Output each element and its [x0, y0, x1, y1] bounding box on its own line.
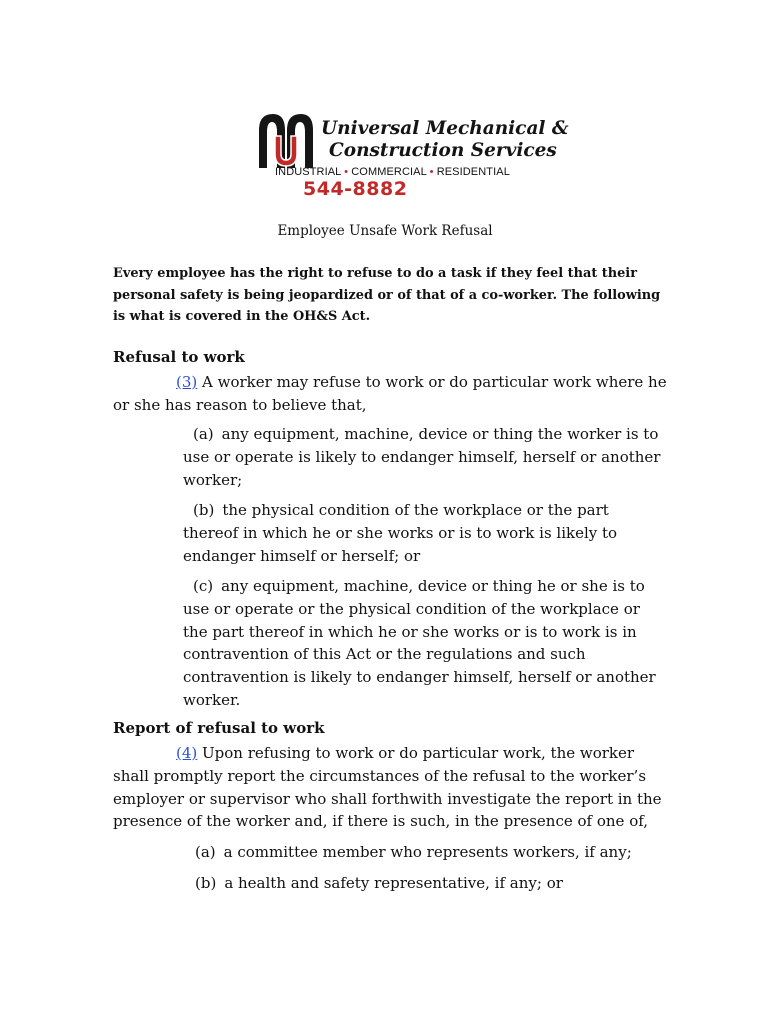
company-name	[321, 118, 569, 162]
section-ref-link[interactable]: (4)	[176, 744, 198, 762]
company-tagline	[275, 166, 510, 178]
company-name-line1: Universal Mechanical &	[321, 118, 569, 139]
tagline-industrial: INDUSTRIAL	[275, 166, 341, 178]
clause-text: the physical condition of the workplace or the part thereof in which he or she works or is to work is likely to endanger himself or herself; or	[183, 501, 618, 565]
company-logo	[255, 108, 569, 203]
um-logo-icon	[255, 110, 317, 170]
clause-label: (c)	[193, 577, 214, 595]
section-body-refusal	[113, 371, 668, 417]
clause-label: (a)	[193, 425, 214, 443]
section-heading-refusal: Refusal to work	[113, 348, 245, 366]
tagline-commercial: COMMERCIAL	[351, 166, 427, 178]
clause-label: (a)	[195, 843, 216, 861]
section-ref-link[interactable]: (3)	[176, 373, 198, 391]
clause-item	[183, 499, 663, 567]
clause-text: a health and safety representative, if any; or	[224, 874, 563, 892]
intro-paragraph: Every employee has the right to refuse to do a task if they feel that their personal safety is being jeopardized or of that of a co-worker. The following is what is covered in the OH&S Act.	[113, 266, 661, 324]
section-heading-report: Report of refusal to work	[113, 719, 325, 737]
document-title: Employee Unsafe Work Refusal	[277, 223, 493, 239]
clause-item	[183, 872, 663, 895]
section-text: A worker may refuse to work or do particular work where he or she has reason to believe that,	[113, 373, 667, 414]
tagline-separator: •	[429, 166, 434, 178]
tagline-separator: •	[344, 166, 349, 178]
clause-item	[183, 575, 663, 712]
company-phone: 544-8882	[303, 178, 408, 200]
tagline-residential: RESIDENTIAL	[436, 166, 510, 178]
clause-text: any equipment, machine, device or thing the worker is to use or operate is likely to endanger himself, herself or another worker;	[183, 425, 661, 489]
clause-label: (b)	[193, 501, 215, 519]
clause-item	[183, 841, 663, 864]
section-text: Upon refusing to work or do particular work, the worker shall promptly report the circumstances of the refusal to the worker’s employer or supervisor who shall forthwith investigate the report in the presence of the worker and, if there is such, in the presence of one of,	[113, 744, 662, 831]
clause-text: a committee member who represents workers, if any;	[223, 843, 632, 861]
clause-item	[183, 423, 663, 491]
section-body-report	[113, 742, 668, 833]
clause-text: any equipment, machine, device or thing he or she is to use or operate or the physical condition of the workplace or the part thereof in which he or she works or is to work is in contravention of this Act or the regulations and such contravention is likely to endanger himself, herself or another worker.	[183, 577, 656, 709]
clause-label: (b)	[195, 874, 217, 892]
company-name-line2: Construction Services	[329, 140, 557, 161]
